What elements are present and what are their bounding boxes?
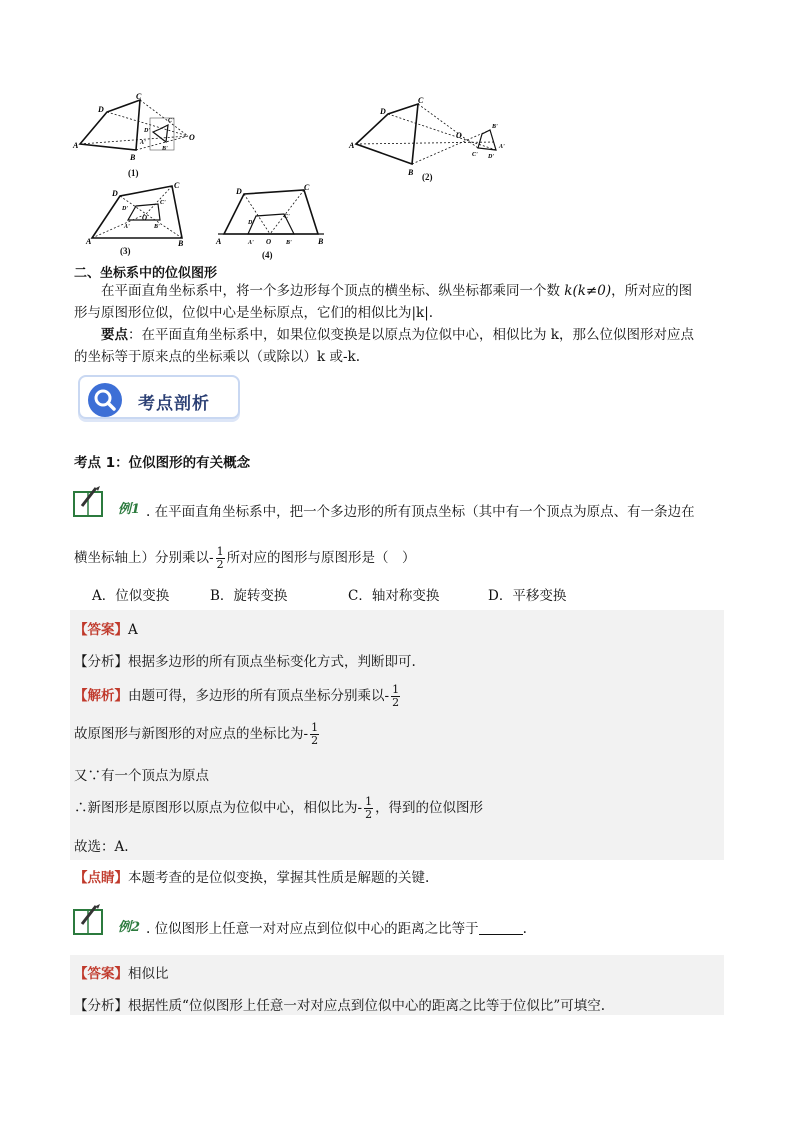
fig1-label-c: C (136, 92, 142, 101)
example-1-solution-line-3: 又∵有一个顶点为原点 (74, 768, 209, 784)
answer-blank (479, 922, 523, 935)
fig4-label-b: B (318, 237, 324, 246)
solution-line-1-fraction (391, 684, 400, 709)
fig2-label-d-prime: D' (488, 154, 494, 160)
comment-text: 本题考查的是位似变换，掌握其性质是解题的关键. (128, 870, 430, 886)
fig2-label-o: O (456, 131, 462, 140)
example-2-question (146, 917, 527, 937)
fig1-label-d-prime: D' (144, 128, 150, 134)
example-1-option-a: A．位似变换 (92, 588, 170, 604)
figure-3-caption: (3) (120, 246, 131, 256)
example-1-option-b: B．旋转变换 (210, 588, 288, 604)
example-1-comment (74, 866, 429, 886)
fig3-label-c: C (174, 181, 180, 190)
section-2-paragraph-1 (74, 280, 724, 368)
section-2-p2-line-2: 的坐标等于原来点的坐标乘以（或除以）k 或-k. (74, 349, 361, 365)
fig1-label-c-prime: C' (168, 118, 174, 124)
fig3-label-d: D (112, 189, 118, 198)
fig3-label-a-prime: A' (124, 224, 130, 230)
fraction-numerator: 1 (311, 721, 319, 734)
example-1-question-text-b: 所对应的图形与原图形是（ ） (226, 550, 416, 566)
answer-value: 相似比 (128, 966, 169, 982)
section-2-key-label: 要点 (101, 327, 128, 343)
section-2-title: 二、坐标系中的位似图形 (74, 266, 218, 281)
example-2-answer (74, 962, 169, 982)
fraction-denominator: 2 (216, 558, 224, 571)
fig4-label-a-prime: A' (248, 240, 254, 246)
example-1-analysis (74, 650, 416, 670)
figure-4 (214, 182, 330, 262)
example-2-analysis (74, 994, 605, 1014)
analysis-tag: 【分析】 (74, 998, 128, 1014)
example-1-label: 例1 (118, 502, 141, 517)
example-notebook-icon (72, 902, 120, 938)
example-1-question-line-2 (74, 546, 416, 571)
analysis-text: 根据性质“位似图形上任意一对对应点到位似中心的距离之比等于位似比”可填空. (128, 998, 606, 1014)
example-1-answer (74, 618, 138, 638)
fig4-label-a: A (216, 237, 222, 246)
fig2-label-b: B (408, 168, 414, 177)
solution-tag: 【解析】 (74, 688, 128, 704)
section-2-p1-text-b: ，所对应的图 (611, 283, 693, 299)
analysis-tag: 【分析】 (74, 654, 128, 670)
fig3-label-o: O (142, 214, 148, 222)
search-icon (88, 383, 122, 417)
fraction-denominator: 2 (392, 696, 400, 709)
figure-2-caption: (2) (422, 172, 433, 182)
fig2-label-d: D (380, 107, 386, 116)
section-2-p1-k: k (564, 283, 573, 299)
fig2-label-c-prime: C' (472, 152, 478, 158)
fig1-label-b: B (130, 153, 136, 162)
fig3-label-b: B (178, 239, 184, 248)
fig1-label-a-prime: A' (140, 140, 146, 146)
fig3-label-d-prime: D' (122, 206, 128, 212)
figure-1-caption: (1) (128, 168, 139, 178)
section-2-p1-line-2: 形与原图形位似，位似中心是坐标原点，它们的相似比为|k|. (74, 305, 434, 321)
solution-line-2-text: 故原图形与新图形的对应点的坐标比为- (74, 726, 309, 742)
solution-line-4-text-b: ，得到的位似图形 (375, 800, 484, 816)
fig1-label-o: O (189, 133, 195, 142)
section-2-p2-line-1: ：在平面直角坐标系中，如果位似变换是以原点为位似中心，相似比为 k，那么位似图形对应点 (128, 327, 694, 343)
fig1-label-d: D (98, 105, 104, 114)
section-badge-text: 考点剖析 (138, 394, 210, 414)
analysis-text: 根据多边形的所有顶点坐标变化方式，判断即可. (128, 654, 416, 670)
solution-line-1-text: 由题可得，多边形的所有顶点坐标分别乘以- (128, 688, 390, 704)
section-2-p1-condition: (k≠0) (572, 283, 612, 299)
example-notebook-icon (72, 484, 120, 520)
fraction-numerator: 1 (365, 795, 373, 808)
fraction-numerator: 1 (216, 545, 224, 558)
figure-2-diagram (346, 92, 516, 184)
example-1-solution-line-1 (74, 684, 402, 709)
example-2-question-end: . (522, 921, 527, 937)
fraction-denominator: 2 (311, 734, 319, 747)
figure-2 (346, 92, 516, 184)
fig3-label-c-prime: C' (160, 200, 166, 206)
fig4-label-b-prime: B' (286, 240, 292, 246)
topic-1-title: 考点 1：位似图形的有关概念 (74, 455, 251, 471)
fig2-label-a: A (349, 141, 355, 150)
figure-3-diagram (82, 180, 190, 260)
figure-3 (82, 180, 190, 260)
example-2-label: 例2 (118, 920, 141, 935)
section-badge (74, 373, 240, 421)
fig1-label-a: A (73, 141, 79, 150)
figure-1 (70, 92, 195, 182)
example-1-question-line-1: . 在平面直角坐标系中，把一个多边形的所有顶点坐标（其中有一个顶点为原点、有一条边在 (146, 504, 695, 520)
section-badge-box (78, 375, 240, 419)
example-2-question-text: . 位似图形上任意一对对应点到位似中心的距离之比等于 (146, 921, 479, 937)
fig4-label-c-prime: C' (284, 214, 290, 220)
fig3-label-b-prime: B' (154, 224, 160, 230)
solution-line-4-fraction (364, 796, 373, 821)
fig4-label-d-prime: D' (248, 220, 254, 226)
comment-tag: 【点睛】 (74, 870, 128, 886)
example-1-solution-line-4 (74, 796, 483, 821)
solution-line-4-text-a: ∴新图形是原图形以原点为位似中心，相似比为- (74, 800, 363, 816)
example-1-solution-line-2 (74, 722, 321, 747)
fraction-denominator: 2 (365, 808, 373, 821)
answer-tag: 【答案】 (74, 622, 128, 638)
fig3-label-a: A (86, 237, 92, 246)
answer-value: A (128, 622, 138, 638)
fig1-label-b-prime: B' (162, 146, 168, 152)
fraction-numerator: 1 (392, 683, 400, 696)
fig2-label-a-prime: A' (499, 144, 505, 150)
example-1-question-text-a: 横坐标轴上）分别乘以- (74, 550, 214, 566)
figure-4-caption: (4) (262, 250, 273, 260)
answer-tag: 【答案】 (74, 966, 128, 982)
fig2-label-b-prime: B' (492, 124, 498, 130)
example-1-option-d: D．平移变换 (488, 588, 567, 604)
example-1-fraction (216, 546, 225, 571)
fig2-label-c: C (418, 96, 424, 105)
section-2-p1-text-a: 在平面直角坐标系中，将一个多边形每个顶点的横坐标、纵坐标都乘同一个数 (101, 283, 565, 299)
fig4-label-d: D (236, 187, 242, 196)
fig4-label-o: O (266, 238, 272, 246)
fig4-label-c: C (304, 183, 310, 192)
example-1-solution-line-5: 故选：A. (74, 839, 129, 855)
example-1-option-c: C．轴对称变换 (348, 588, 440, 604)
solution-line-2-fraction (310, 722, 319, 747)
